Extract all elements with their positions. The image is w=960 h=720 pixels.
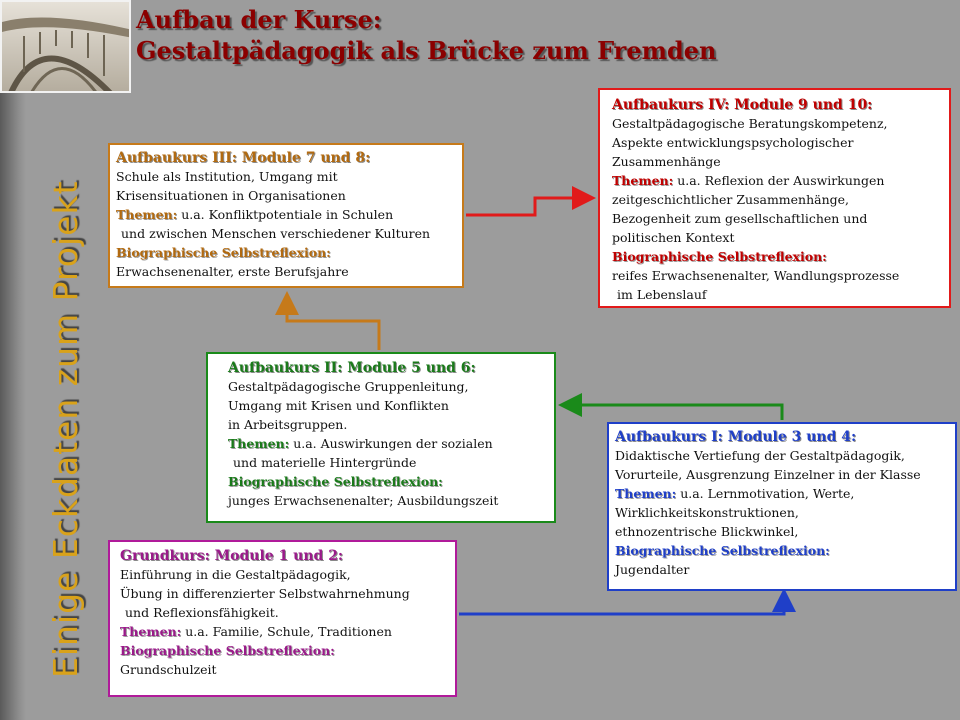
themen-line: ethnozentrische Blickwinkel, xyxy=(615,524,799,539)
bio-line: im Lebenslauf xyxy=(617,287,707,302)
bio-label: Biographische Selbstreflexion: xyxy=(116,245,331,260)
arrow-course2-to-course3 xyxy=(287,297,379,350)
themen-line: und materielle Hintergründe xyxy=(233,455,417,470)
themen-line: Wirklichkeitskonstruktionen, xyxy=(615,505,799,520)
course-heading: Aufbaukurs IV: Module 9 und 10: xyxy=(612,97,873,113)
bio-label: Biographische Selbstreflexion: xyxy=(120,643,335,658)
themen-text: u.a. Auswirkungen der sozialen xyxy=(289,436,493,451)
arrow-course1-to-course2 xyxy=(564,405,782,420)
bio-line: reifes Erwachsenenalter, Wandlungsprozesse xyxy=(612,268,900,283)
course-line: in Arbeitsgruppen. xyxy=(228,417,348,432)
themen-label: Themen: xyxy=(116,207,178,222)
themen-line: und zwischen Menschen verschiedener Kulturen xyxy=(121,226,431,241)
title-line-2: Gestaltpädagogik als Brücke zum Fremden xyxy=(136,36,717,65)
course-line: und Reflexionsfähigkeit. xyxy=(125,605,279,620)
course-line: Gestaltpädagogische Gruppenleitung, xyxy=(228,379,469,394)
bio-line: Grundschulzeit xyxy=(120,662,217,677)
bio-line: Jugendalter xyxy=(615,562,690,577)
themen-label: Themen: xyxy=(120,624,182,639)
course-line: Aspekte entwicklungspsychologischer xyxy=(612,135,854,150)
bio-line: Erwachsenenalter, erste Berufsjahre xyxy=(116,264,349,279)
course-heading: Aufbaukurs I: Module 3 und 4: xyxy=(615,429,857,445)
course-line: Vorurteile, Ausgrenzung Einzelner in der Klasse xyxy=(615,467,921,482)
course-heading: Aufbaukurs II: Module 5 und 6: xyxy=(228,360,476,376)
arrow-grundkurs-to-course1 xyxy=(459,594,784,614)
themen-text: u.a. Konfliktpotentiale in Schulen xyxy=(177,207,394,222)
course-line: Didaktische Vertiefung der Gestaltpädagogik, xyxy=(615,448,905,463)
themen-label: Themen: xyxy=(612,173,674,188)
course-line: Zusammenhänge xyxy=(612,154,721,169)
themen-line: Bezogenheit zum gesellschaftlichen und xyxy=(612,211,868,226)
course-line: Einführung in die Gestaltpädagogik, xyxy=(120,567,351,582)
side-title: Einige Eckdaten zum Projekt xyxy=(46,180,85,678)
bio-label: Biographische Selbstreflexion: xyxy=(615,543,830,558)
bio-label: Biographische Selbstreflexion: xyxy=(612,249,827,264)
themen-line: politischen Kontext xyxy=(612,230,735,245)
course-box-aufbaukurs-4 xyxy=(598,88,951,308)
course-box-aufbaukurs-3 xyxy=(108,143,464,288)
course-line: Übung in differenzierter Selbstwahrnehmung xyxy=(120,586,410,601)
themen-text: u.a. Reflexion der Auswirkungen xyxy=(673,173,885,188)
course-heading: Aufbaukurs III: Module 7 und 8: xyxy=(116,150,371,166)
themen-label: Themen: xyxy=(228,436,290,451)
course-box-grundkurs xyxy=(108,540,457,697)
themen-line: zeitgeschichtlicher Zusammenhänge, xyxy=(612,192,850,207)
arrow-course3-to-course4 xyxy=(466,198,590,215)
course-line: Krisensituationen in Organisationen xyxy=(116,188,346,203)
themen-text: u.a. Familie, Schule, Traditionen xyxy=(181,624,392,639)
bio-label: Biographische Selbstreflexion: xyxy=(228,474,443,489)
themen-text: u.a. Lernmotivation, Werte, xyxy=(676,486,855,501)
course-box-aufbaukurs-1 xyxy=(607,422,957,591)
title-line-1: Aufbau der Kurse: xyxy=(136,5,382,34)
course-line: Schule als Institution, Umgang mit xyxy=(116,169,338,184)
course-box-aufbaukurs-2 xyxy=(206,352,556,523)
bio-line: junges Erwachsenenalter; Ausbildungszeit xyxy=(228,493,499,508)
course-heading: Grundkurs: Module 1 und 2: xyxy=(120,548,344,564)
themen-label: Themen: xyxy=(615,486,677,501)
course-line: Umgang mit Krisen und Konflikten xyxy=(228,398,449,413)
course-line: Gestaltpädagogische Beratungskompetenz, xyxy=(612,116,888,131)
